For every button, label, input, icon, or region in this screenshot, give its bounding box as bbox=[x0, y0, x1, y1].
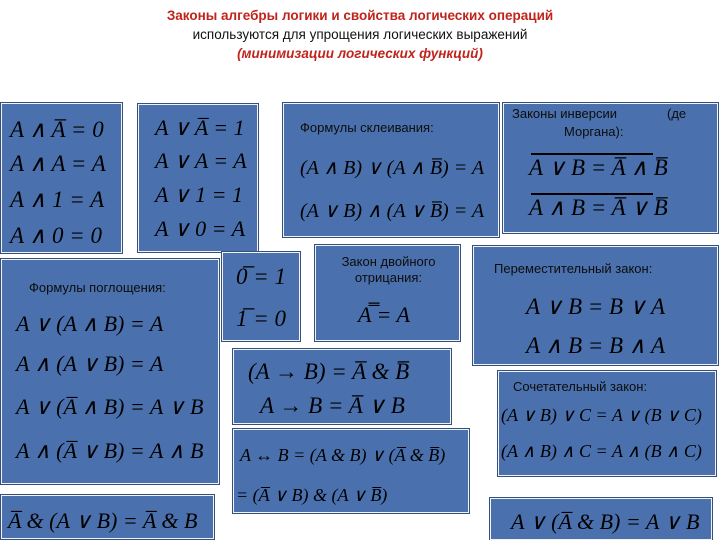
formula-or-3: A ∨ 1 = 1 bbox=[155, 182, 243, 207]
formula-absorption-4: A ∧ (A̅ ∨ B) = A ∧ B bbox=[16, 438, 204, 463]
formula-equivalence-1: A ↔ B = (A & B) ∨ (A̅ & B̅) bbox=[240, 445, 446, 465]
formula-bottom-right: A ∨ (A̅ & B) = A ∨ B bbox=[511, 509, 700, 534]
double-negation-box bbox=[315, 245, 460, 341]
formula-gluing-2: (A ∨ B) ∧ (A ∨ B̅) = A bbox=[300, 200, 485, 222]
formula-implication-1: (A → B) = A̅ & B̅ bbox=[248, 359, 410, 384]
formula-const-2: 1̅ = 0 bbox=[236, 306, 287, 331]
page-title: Законы алгебры логики и свойства логических операций bbox=[166, 8, 554, 23]
page-note: (минимизации логических функций) bbox=[237, 46, 483, 61]
formula-or-1: A ∨ A̅ = 1 bbox=[155, 115, 245, 140]
demorgan-title-c: Моргана): bbox=[564, 124, 624, 139]
or-properties-box bbox=[138, 104, 258, 252]
commutative-box bbox=[473, 246, 718, 365]
double-negation-title bbox=[316, 254, 461, 286]
formula-and-1: A ∧ A̅ = 0 bbox=[10, 117, 104, 142]
associative-box bbox=[498, 371, 716, 476]
formula-associative-2: (A ∧ B) ∧ C = A ∧ (B ∧ C) bbox=[501, 441, 702, 461]
and-properties-box bbox=[1, 103, 122, 253]
bottom-left-box bbox=[1, 495, 214, 539]
formula-bottom-left: A̅ & (A ∨ B) = A̅ & B bbox=[8, 508, 198, 533]
equivalence-box bbox=[233, 429, 469, 513]
formula-implication-2: A → B = A̅ ∨ B bbox=[260, 393, 405, 418]
formula-absorption-3: A ∨ (A̅ ∧ B) = A ∨ B bbox=[16, 394, 204, 419]
double-negation-title-text: Закон двойного отрицания: bbox=[341, 254, 436, 285]
gluing-box bbox=[283, 103, 499, 237]
demorgan-box bbox=[503, 103, 718, 233]
implication-box bbox=[233, 349, 451, 424]
formula-gluing-1: (A ∧ B) ∨ (A ∧ B̅) = A bbox=[300, 157, 485, 179]
formula-commutative-1: A ∨ B = B ∨ A bbox=[526, 294, 666, 319]
associative-title: Сочетательный закон: bbox=[513, 379, 648, 394]
commutative-title: Переместительный закон: bbox=[494, 261, 653, 276]
formula-or-2: A ∨ A = A bbox=[155, 148, 247, 173]
formula-absorption-1: A ∨ (A ∧ B) = A bbox=[16, 311, 164, 336]
bottom-right-box bbox=[490, 498, 712, 540]
demorgan-title-b: (де bbox=[667, 106, 687, 121]
demorgan-title-a: Законы инверсии bbox=[512, 106, 617, 121]
formula-demorgan-1: A ∨ B = A̅ ∧ B̅ bbox=[529, 155, 668, 180]
formula-double-negation: A̿ = A bbox=[358, 302, 410, 327]
formula-const-1: 0̅ = 1 bbox=[236, 264, 287, 289]
formula-and-3: A ∧ 1 = A bbox=[10, 187, 105, 212]
formula-associative-1: (A ∨ B) ∨ C = A ∨ (B ∨ C) bbox=[501, 405, 702, 425]
formula-equivalence-2: = (A̅ ∨ B) & (A ∨ B̅) bbox=[236, 485, 388, 505]
formula-or-4: A ∨ 0 = A bbox=[155, 216, 246, 241]
absorption-box bbox=[1, 259, 219, 484]
gluing-title: Формулы склеивания: bbox=[300, 120, 434, 135]
formula-absorption-2: A ∧ (A ∨ B) = A bbox=[16, 351, 164, 376]
page-subtitle: используются для упрощения логических выражений bbox=[192, 27, 528, 42]
formula-and-2: A ∧ A = A bbox=[10, 151, 106, 176]
formula-demorgan-2: A ∧ B = A̅ ∨ B̅ bbox=[529, 195, 668, 220]
constants-box bbox=[222, 252, 300, 341]
formula-and-4: A ∧ 0 = 0 bbox=[10, 223, 102, 248]
formula-commutative-2: A ∧ B = B ∧ A bbox=[526, 333, 666, 358]
absorption-title: Формулы поглощения: bbox=[29, 280, 166, 295]
